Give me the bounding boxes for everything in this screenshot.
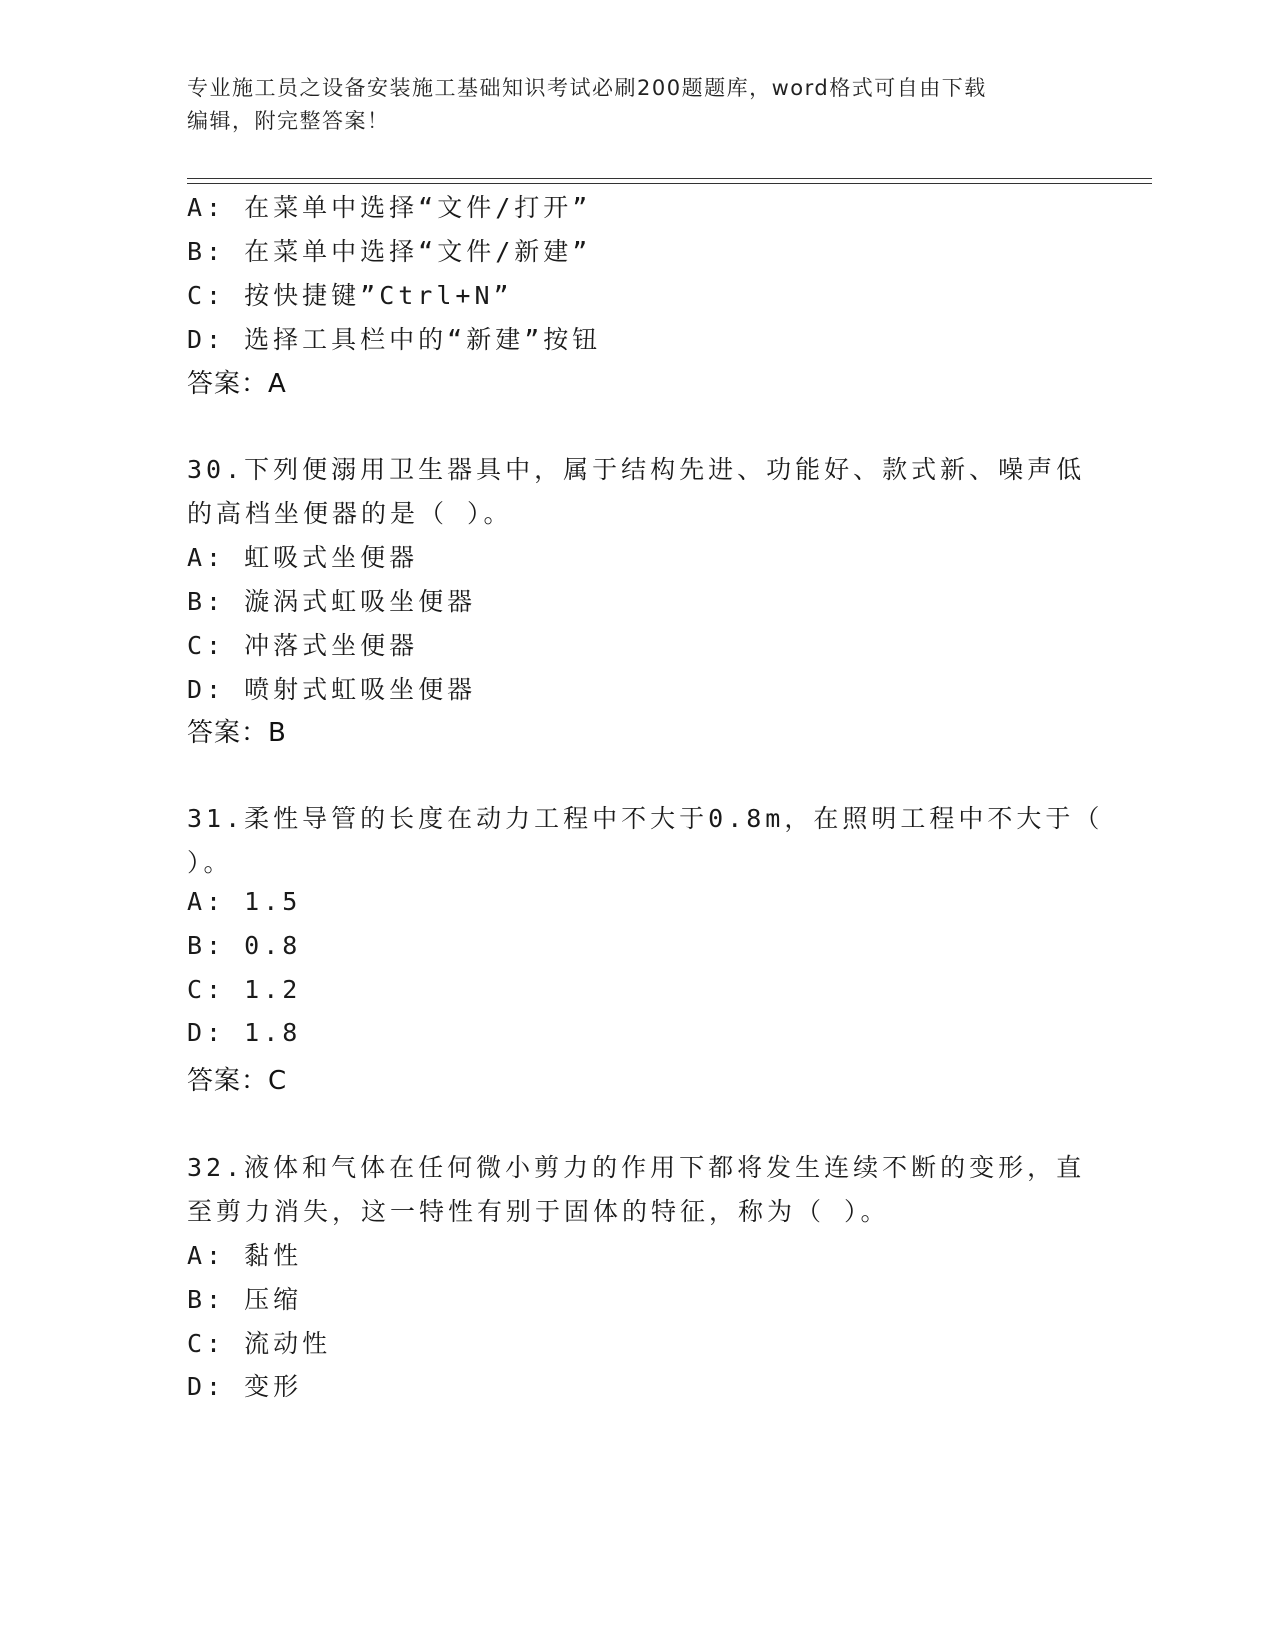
- q32-option-d: D: 变形: [187, 1372, 303, 1401]
- q31-stem-line1: 31.柔性导管的长度在动力工程中不大于0.8m，在照明工程中不大于（: [187, 804, 1104, 833]
- q31-option-c: C: 1.2: [187, 975, 302, 1004]
- header-divider-bottom: [187, 183, 1152, 184]
- q29-option-b: B: 在菜单中选择“文件/新建”: [187, 237, 592, 266]
- q31-stem-line2: ）。: [187, 848, 233, 877]
- q31-option-a: A: 1.5: [187, 887, 302, 916]
- q31-answer: 答案：C: [187, 1066, 288, 1096]
- q30-option-d: D: 喷射式虹吸坐便器: [187, 675, 477, 704]
- q30-option-a: A: 虹吸式坐便器: [187, 543, 419, 572]
- q31-option-b: B: 0.8: [187, 931, 302, 960]
- q29-option-c: C: 按快捷键”Ctrl+N”: [187, 281, 513, 310]
- header-divider-top: [187, 178, 1152, 179]
- q29-answer: 答案：A: [187, 369, 287, 399]
- q30-stem-line2: 的高档坐便器的是（ ）。: [187, 499, 513, 528]
- q32-stem-line2: 至剪力消失，这一特性有别于固体的特征，称为（ ）。: [187, 1197, 890, 1226]
- q31-option-d: D: 1.8: [187, 1018, 302, 1047]
- q30-stem-line1: 30.下列便溺用卫生器具中，属于结构先进、功能好、款式新、噪声低: [187, 455, 1086, 484]
- q32-option-c: C: 流动性: [187, 1329, 332, 1358]
- q30-answer: 答案：B: [187, 718, 287, 748]
- document-header: [187, 72, 1067, 138]
- q32-stem-line1: 32.液体和气体在任何微小剪力的作用下都将发生连续不断的变形，直: [187, 1153, 1086, 1182]
- header-title-line1: 专业施工员之设备安装施工基础知识考试必刷200题题库，word格式可自由下载: [187, 76, 987, 100]
- q29-option-a: A: 在菜单中选择“文件/打开”: [187, 193, 592, 222]
- q29-option-d: D: 选择工具栏中的“新建”按钮: [187, 325, 602, 354]
- header-title-line2: 编辑，附完整答案！: [187, 109, 390, 133]
- q32-option-b: B: 压缩: [187, 1285, 303, 1314]
- q30-option-b: B: 漩涡式虹吸坐便器: [187, 587, 477, 616]
- q32-option-a: A: 黏性: [187, 1241, 303, 1270]
- q30-option-c: C: 冲落式坐便器: [187, 631, 419, 660]
